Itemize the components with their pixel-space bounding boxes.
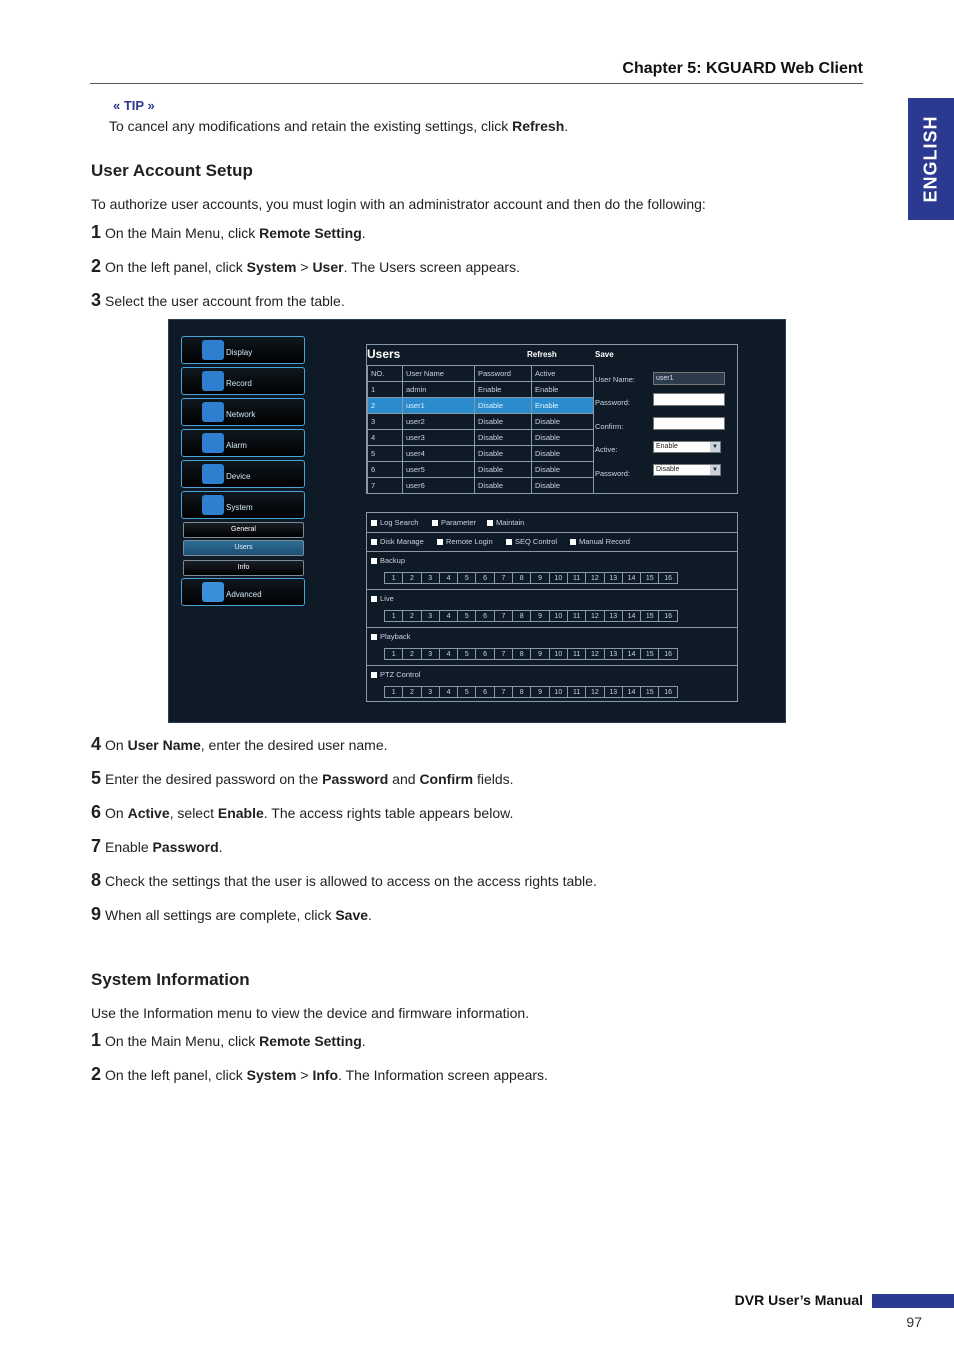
channel-checkbox[interactable]: 14 — [622, 686, 641, 698]
channel-checkbox[interactable]: 9 — [530, 648, 549, 660]
channel-checkbox[interactable]: 6 — [475, 648, 494, 660]
step-3: 3 Select the user account from the table. — [91, 290, 345, 310]
right-backup[interactable]: Backup — [371, 556, 405, 565]
channel-checkbox[interactable]: 7 — [494, 610, 513, 622]
footer-bar — [872, 1294, 954, 1308]
channel-checkbox[interactable]: 9 — [530, 572, 549, 584]
menu-record[interactable]: Record — [181, 367, 305, 395]
submenu-users[interactable]: Users — [183, 540, 304, 556]
channel-checkbox[interactable]: 1 — [384, 686, 403, 698]
channel-checkbox[interactable]: 5 — [457, 610, 476, 622]
section-title-system-information: System Information — [91, 970, 250, 989]
channel-checkbox[interactable]: 11 — [567, 648, 586, 660]
channel-checkbox[interactable]: 2 — [402, 686, 421, 698]
submenu-general[interactable]: General — [183, 522, 304, 538]
channel-checkbox[interactable]: 4 — [439, 686, 458, 698]
alarm-icon — [202, 433, 224, 453]
channel-checkbox[interactable]: 8 — [512, 610, 531, 622]
tip-text: To cancel any modifications and retain the existing settings, click Refresh. — [109, 118, 569, 134]
menu-system[interactable]: System — [181, 491, 305, 519]
channel-checkbox[interactable]: 3 — [421, 648, 440, 660]
channel-checkbox[interactable]: 7 — [494, 648, 513, 660]
channel-checkbox[interactable]: 14 — [622, 572, 641, 584]
confirm-input[interactable] — [653, 417, 725, 430]
confirm-label: Confirm: — [595, 422, 624, 431]
channel-checkbox[interactable]: 2 — [402, 648, 421, 660]
step-1: 1 On the Main Menu, click Remote Setting. — [91, 222, 366, 242]
gear-icon — [202, 495, 224, 515]
channel-checkbox[interactable]: 3 — [421, 572, 440, 584]
menu-device[interactable]: Device — [181, 460, 305, 488]
user-name-input[interactable]: user1 — [653, 372, 725, 385]
right-disk-manage[interactable]: Disk Manage — [371, 537, 424, 546]
channel-checkbox[interactable]: 10 — [549, 610, 568, 622]
channel-checkbox[interactable]: 10 — [549, 572, 568, 584]
channel-checkbox[interactable]: 10 — [549, 648, 568, 660]
channel-checkbox[interactable]: 4 — [439, 610, 458, 622]
step-6: 6 On Active, select Enable. The access rights table appears below. — [91, 802, 514, 822]
channel-checkbox[interactable]: 13 — [604, 648, 623, 660]
channel-row-backup[interactable] — [384, 572, 677, 584]
channel-checkbox[interactable]: 8 — [512, 572, 531, 584]
channel-checkbox[interactable]: 16 — [658, 610, 677, 622]
password-enable-label: Password: — [595, 469, 631, 478]
channel-checkbox[interactable]: 6 — [475, 686, 494, 698]
right-live[interactable]: Live — [371, 594, 394, 603]
user-name-label: User Name: — [595, 375, 636, 384]
step-2: 2 On the left panel, click System > User. The Users screen appears. — [91, 256, 520, 276]
password-label: Password: — [595, 398, 631, 407]
access-rights-table — [366, 512, 738, 702]
channel-checkbox[interactable]: 12 — [585, 610, 604, 622]
info-step-1: 1 On the Main Menu, click Remote Setting. — [91, 1030, 366, 1050]
tip-label: « TIP » — [113, 98, 155, 113]
channel-checkbox[interactable]: 4 — [439, 572, 458, 584]
right-log-search[interactable]: Log Search — [371, 518, 418, 527]
users-title: Users — [367, 347, 401, 361]
channel-checkbox[interactable]: 5 — [457, 686, 476, 698]
users-table — [367, 365, 594, 494]
table-row[interactable]: 7 user6 Disable Disable — [368, 478, 594, 494]
channel-row-live[interactable] — [384, 610, 677, 622]
channel-checkbox[interactable]: 12 — [585, 648, 604, 660]
channel-checkbox[interactable]: 14 — [622, 648, 641, 660]
page-number: 97 — [906, 1314, 922, 1330]
channel-checkbox[interactable]: 9 — [530, 686, 549, 698]
channel-checkbox[interactable]: 12 — [585, 572, 604, 584]
device-icon — [202, 464, 224, 484]
channel-checkbox[interactable]: 9 — [530, 610, 549, 622]
password-enable-select[interactable]: Disable ▼ — [653, 464, 721, 476]
right-maintain[interactable]: Maintain — [487, 518, 524, 527]
channel-checkbox[interactable]: 6 — [475, 572, 494, 584]
menu-network[interactable]: Network — [181, 398, 305, 426]
channel-checkbox[interactable]: 16 — [658, 686, 677, 698]
channel-checkbox[interactable]: 2 — [402, 610, 421, 622]
channel-checkbox[interactable]: 1 — [384, 572, 403, 584]
channel-checkbox[interactable]: 15 — [640, 648, 659, 660]
right-parameter[interactable]: Parameter — [432, 518, 476, 527]
save-button[interactable]: Save — [595, 350, 614, 359]
chevron-down-icon: ▼ — [710, 465, 720, 475]
step-4: 4 On User Name, enter the desired user name. — [91, 734, 388, 754]
submenu-info[interactable]: Info — [183, 560, 304, 576]
table-header: NO. User Name Password Active — [368, 366, 594, 382]
channel-checkbox[interactable]: 5 — [457, 572, 476, 584]
table-row[interactable]: 6 user5 Disable Disable — [368, 462, 594, 478]
language-label: ENGLISH — [920, 115, 941, 203]
channel-checkbox[interactable]: 1 — [384, 610, 403, 622]
channel-row-playback[interactable] — [384, 648, 677, 660]
wrench-icon — [202, 582, 224, 602]
channel-checkbox[interactable]: 6 — [475, 610, 494, 622]
channel-checkbox[interactable]: 13 — [604, 572, 623, 584]
footer-manual-title: DVR User’s Manual — [734, 1292, 863, 1308]
channel-checkbox[interactable]: 13 — [604, 610, 623, 622]
channel-checkbox[interactable]: 7 — [494, 572, 513, 584]
channel-checkbox[interactable]: 15 — [640, 610, 659, 622]
step-7: 7 Enable Password. — [91, 836, 223, 856]
channel-checkbox[interactable]: 1 — [384, 648, 403, 660]
channel-checkbox[interactable]: 15 — [640, 686, 659, 698]
channel-checkbox[interactable]: 2 — [402, 572, 421, 584]
table-row[interactable]: 5 user4 Disable Disable — [368, 446, 594, 462]
step-8: 8 Check the settings that the user is allowed to access on the access rights table. — [91, 870, 597, 890]
users-screen-screenshot — [168, 319, 786, 723]
header-rule — [90, 83, 863, 84]
channel-checkbox[interactable]: 8 — [512, 686, 531, 698]
table-row[interactable]: 1 admin Enable Enable — [368, 382, 594, 398]
right-manual-record[interactable]: Manual Record — [570, 537, 630, 546]
channel-checkbox[interactable]: 10 — [549, 686, 568, 698]
step-9: 9 When all settings are complete, click Save. — [91, 904, 372, 924]
section-intro: To authorize user accounts, you must login with an administrator account and then do the following: — [91, 196, 706, 212]
channel-checkbox[interactable]: 3 — [421, 686, 440, 698]
channel-checkbox[interactable]: 11 — [567, 686, 586, 698]
globe-icon — [202, 402, 224, 422]
section-title-user-account: User Account Setup — [91, 161, 253, 180]
channel-checkbox[interactable]: 8 — [512, 648, 531, 660]
active-label: Active: — [595, 445, 618, 454]
right-ptz-control[interactable]: PTZ Control — [371, 670, 420, 679]
menu-alarm[interactable]: Alarm — [181, 429, 305, 457]
chapter-title: Chapter 5: KGUARD Web Client — [622, 60, 863, 77]
channel-checkbox[interactable]: 7 — [494, 686, 513, 698]
channel-checkbox[interactable]: 16 — [658, 572, 677, 584]
right-remote-login[interactable]: Remote Login — [437, 537, 493, 546]
channel-checkbox[interactable]: 14 — [622, 610, 641, 622]
channel-checkbox[interactable]: 3 — [421, 610, 440, 622]
channel-checkbox[interactable]: 4 — [439, 648, 458, 660]
monitor-icon — [202, 340, 224, 360]
table-row-selected[interactable]: 2 user1 Disable Enable — [368, 398, 594, 414]
right-seq-control[interactable]: SEQ Control — [506, 537, 557, 546]
channel-checkbox[interactable]: 12 — [585, 686, 604, 698]
menu-advanced[interactable]: Advanced — [181, 578, 305, 606]
channel-checkbox[interactable]: 5 — [457, 648, 476, 660]
password-input[interactable] — [653, 393, 725, 406]
channel-checkbox[interactable]: 16 — [658, 648, 677, 660]
right-playback[interactable]: Playback — [371, 632, 410, 641]
info-step-2: 2 On the left panel, click System > Info. The Information screen appears. — [91, 1064, 548, 1084]
refresh-button[interactable]: Refresh — [527, 350, 557, 359]
chevron-down-icon: ▼ — [710, 442, 720, 452]
record-icon — [202, 371, 224, 391]
channel-checkbox[interactable]: 15 — [640, 572, 659, 584]
table-row[interactable]: 3 user2 Disable Disable — [368, 414, 594, 430]
table-row[interactable]: 4 user3 Disable Disable — [368, 430, 594, 446]
menu-display[interactable]: Display — [181, 336, 305, 364]
channel-checkbox[interactable]: 13 — [604, 686, 623, 698]
channel-checkbox[interactable]: 11 — [567, 610, 586, 622]
language-tab — [908, 98, 954, 220]
channel-checkbox[interactable]: 11 — [567, 572, 586, 584]
active-select[interactable]: Enable ▼ — [653, 441, 721, 453]
channel-row-ptz[interactable] — [384, 686, 677, 698]
step-5: 5 Enter the desired password on the Password and Confirm fields. — [91, 768, 514, 788]
section2-intro: Use the Information menu to view the device and firmware information. — [91, 1005, 530, 1021]
